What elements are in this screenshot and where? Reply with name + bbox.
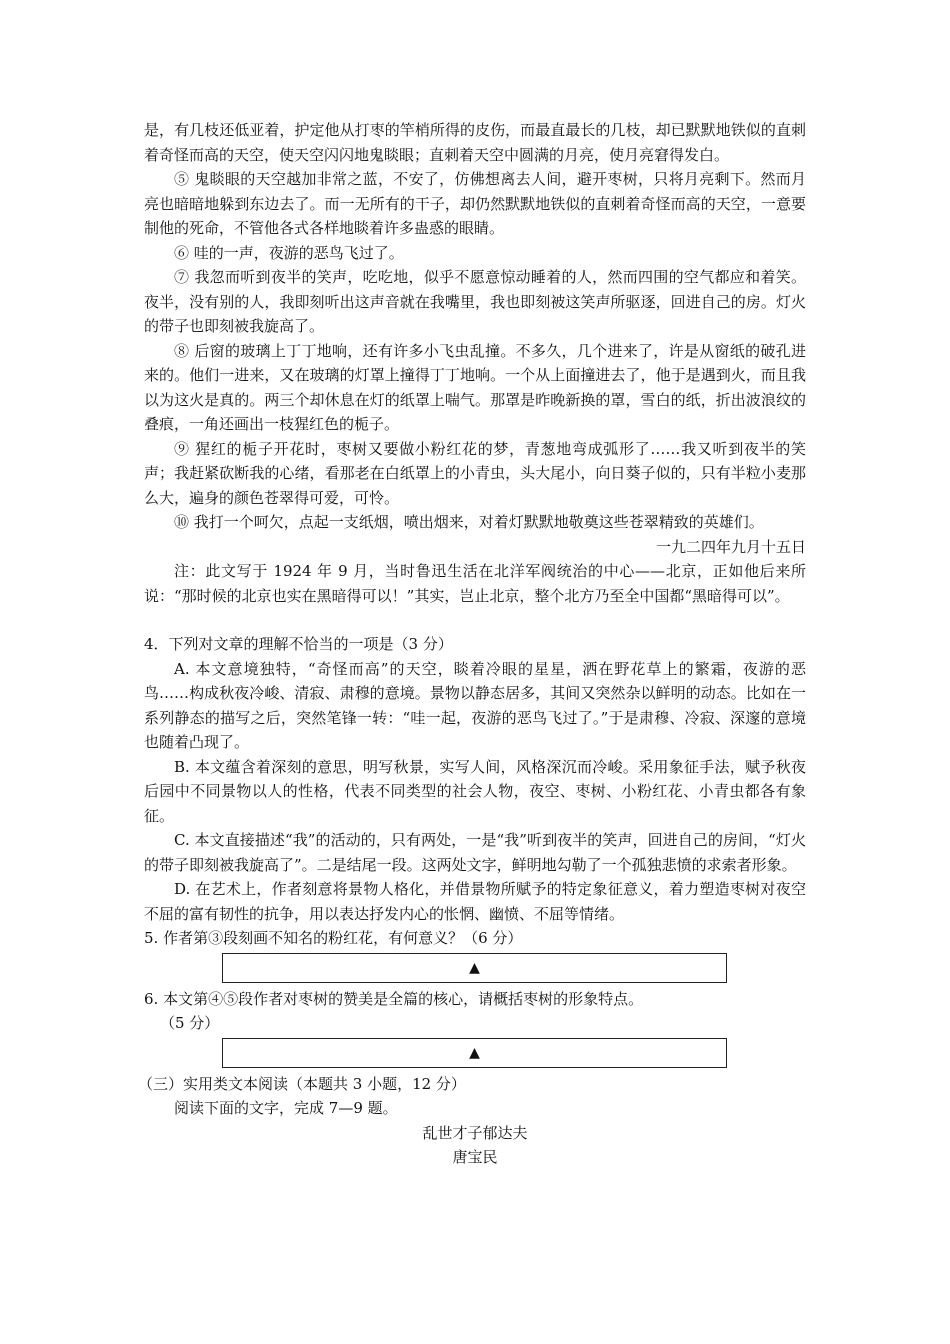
paragraph-10: ⑩ 我打一个呵欠，点起一支纸烟，喷出烟来，对着灯默默地敬奠这些苍翠精致的英雄们。 xyxy=(174,513,764,531)
paragraph-5: ⑤ 鬼睒眼的天空越加非常之蓝，不安了，仿佛想离去人间，避开枣树，只将月亮剩下。然而月亮也暗暗地躲到东边去了。而一无所有的干子，却仍然默默地铁似的直刺着奇怪而高的天空，一意要制他的死命，不管他各式各样地睒着许多蛊惑的眼睛。 xyxy=(144,170,806,237)
question-4-stem: 4．下列对文章的理解不恰当的一项是（3 分） xyxy=(144,635,453,653)
article-title: 乱世才子郁达夫 xyxy=(422,1123,528,1142)
answer-mark: ▲ xyxy=(469,959,480,976)
answer-mark: ▲ xyxy=(469,1044,480,1061)
paragraph-continued: 是，有几枝还低亚着，护定他从打枣的竿梢所得的皮伤，而最直最长的几枝，却已默默地铁似的直刺着奇怪而高的天空，使天空闪闪地鬼睒眼；直刺着天空中圆满的月亮，使月亮窘得发白。 xyxy=(144,121,806,164)
question-5: 5. 作者第③段刻画不知名的粉红花，有何意义？（6 分） xyxy=(144,929,523,947)
document-page xyxy=(138,118,806,1170)
question-4-option-b: B. 本文蕴含着深刻的意思，明写秋景，实写人间，风格深沉而冷峻。采用象征手法，赋予秋夜后园中不同景物以人的性格，代表不同类型的社会人物，夜空、枣树、小粉红花、小青虫都各有象征。 xyxy=(144,757,806,825)
question-4-option-d: D. 在艺术上，作者刻意将景物人格化，并借景物所赋予的特定象征意义，着力塑造枣树对夜空不屈的富有韧性的抗争，用以表达抒发内心的怅惘、幽愤、不屈等情绪。 xyxy=(144,880,806,923)
question-4-option-a: A. 本文意境独特，“奇怪而高”的天空，睒着冷眼的星星，洒在野花草上的繁霜，夜游的恶鸟……构成秋夜冷峻、清寂、肃穆的意境。景物以静态居多，其间又突然杂以鲜明的动态。比如在一系列静态的描写之后，突然笔锋一转：“哇一起，夜游的恶鸟飞过了。”于是肃穆、冷寂、深邃的意境也随着凸现了。 xyxy=(144,659,806,751)
article-author: 唐宝民 xyxy=(452,1148,498,1166)
question-6-line-1: 6. 本文第④⑤段作者对枣树的赞美是全篇的核心，请概括枣树的形象特点。 xyxy=(144,989,644,1008)
section-3-heading: （三）实用类文本阅读（本题共 3 小题，12 分） xyxy=(138,1074,466,1093)
paragraph-9: ⑨ 猩红的栀子开花时，枣树又要做小粉红花的梦，青葱地弯成弧形了……我又听到夜半的笑声；我赶紧砍断我的心绪，看那老在白纸罩上的小青虫，头大尾小，向日葵子似的，只有半粒小麦那么大，遍身的颜色苍翠得可爱，可怜。 xyxy=(144,439,806,507)
paragraph-7: ⑦ 我忽而听到夜半的笑声，吃吃地，似乎不愿意惊动睡着的人，然而四围的空气都应和着笑。夜半，没有别的人，我即刻听出这声音就在我嘴里，我也即刻被这笑声所驱逐，回进自己的房。灯火的带子也即刻被我旋高了。 xyxy=(144,268,806,335)
section-3-instruction: 阅读下面的文字，完成 7—9 题。 xyxy=(174,1099,398,1117)
answer-box-5[interactable] xyxy=(222,953,727,983)
footnote: 注：此文写于 1924 年 9 月，当时鲁迅生活在北洋军阀统治的中心——北京，正如他后来所说：“那时候的北京也实在黑暗得可以！”其实，岂止北京，整个北方乃至全中国都“黑暗得可以”。 xyxy=(144,562,806,605)
paragraph-8: ⑧ 后窗的玻璃上丁丁地响，还有许多小飞虫乱撞。不多久，几个进来了，许是从窗纸的破孔进来的。他们一进来，又在玻璃的灯罩上撞得丁丁地响。一个从上面撞进去了，他于是遇到火，而且我以为这火是真的。两三个却休息在灯的纸罩上喘气。那罩是昨晚新换的罩，雪白的纸，折出波浪纹的叠痕，一角还画出一枝猩红色的栀子。 xyxy=(144,341,806,433)
date-line: 一九二四年九月十五日 xyxy=(655,537,806,556)
question-6-line-2: （5 分） xyxy=(160,1014,220,1032)
answer-box-6[interactable] xyxy=(222,1038,727,1068)
paragraph-6: ⑥ 哇的一声，夜游的恶鸟飞过了。 xyxy=(174,243,404,262)
question-4-option-c: C. 本文直接描述“我”的活动的，只有两处，一是“我”听到夜半的笑声，回进自己的房间，“灯火的带子即刻被我旋高了”。二是结尾一段。这两处文字，鲜明地勾勒了一个孤独悲愤的求索者形象。 xyxy=(144,831,806,874)
